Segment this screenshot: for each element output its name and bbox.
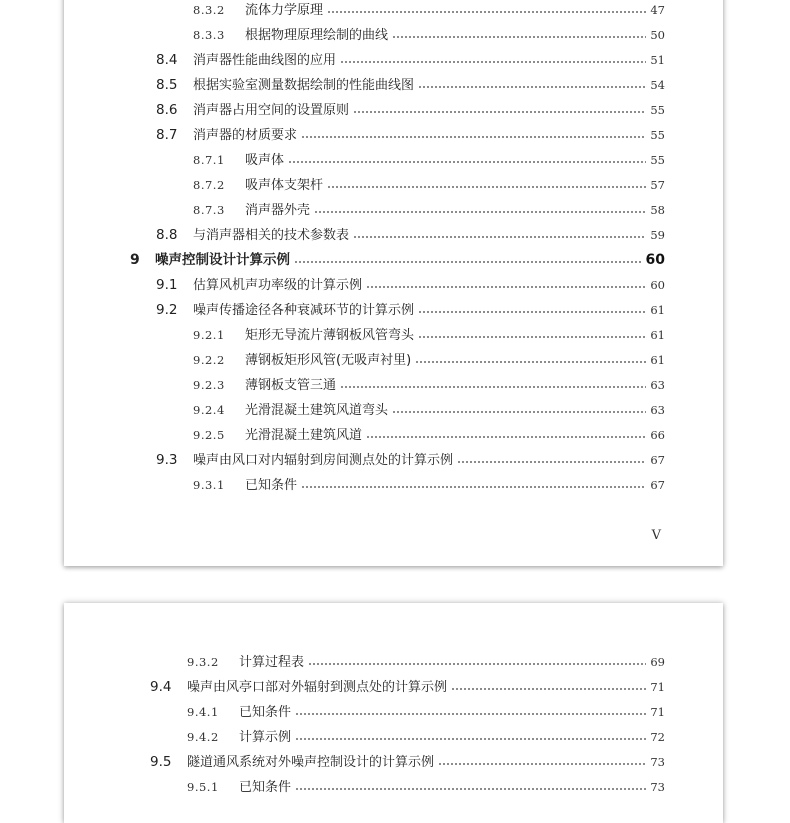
toc-entry-number: 9.3.1 <box>193 478 225 492</box>
toc-entry[interactable] <box>193 0 665 23</box>
toc-entry[interactable] <box>193 23 665 48</box>
toc-entry-title: 矩形无导流片薄钢板风管弯头 <box>245 328 415 343</box>
toc-dot-leader <box>295 738 646 740</box>
toc-entry-number: 8.3.3 <box>193 28 225 42</box>
toc-entry-title: 吸声体 <box>245 153 285 168</box>
toc-dot-leader <box>295 713 646 715</box>
page-folio: V <box>651 528 661 543</box>
toc-entry-page-number: 58 <box>650 203 665 217</box>
toc-dot-leader <box>294 261 642 263</box>
toc-entry-number: 8.5 <box>156 77 178 93</box>
toc-entry[interactable] <box>150 750 665 775</box>
toc-entry-number: 9.2.3 <box>193 378 225 392</box>
toc-dot-leader <box>301 136 646 138</box>
toc-entry-title: 根据物理原理绘制的曲线 <box>245 28 389 43</box>
toc-entry-title: 消声器外壳 <box>245 203 311 218</box>
toc-entry-number: 9.3.2 <box>187 655 219 669</box>
toc-entry-number: 9.4.1 <box>187 705 219 719</box>
toc-entry-title: 计算示例 <box>239 730 292 745</box>
toc-dot-leader <box>418 336 646 338</box>
toc-entry-page-number: 63 <box>650 403 665 417</box>
toc-dot-leader <box>295 788 646 790</box>
toc-entry[interactable] <box>156 273 665 298</box>
toc-entry-number: 8.7 <box>156 127 178 143</box>
toc-entry-page-number: 60 <box>645 252 665 268</box>
toc-entry-title: 隧道通风系统对外噪声控制设计的计算示例 <box>187 755 435 770</box>
toc-entry-title: 消声器的材质要求 <box>193 128 298 143</box>
toc-dot-leader <box>353 111 646 113</box>
toc-entry-page-number: 50 <box>650 28 665 42</box>
toc-entry-page-number: 71 <box>650 680 665 694</box>
toc-entry-title: 估算风机声功率级的计算示例 <box>193 278 363 293</box>
toc-entry-number: 8.6 <box>156 102 178 118</box>
toc-entry-page-number: 72 <box>650 730 665 744</box>
toc-dot-leader <box>353 236 646 238</box>
toc-entry-number: 9.2.5 <box>193 428 225 442</box>
toc-entry-number: 9.5 <box>150 754 172 770</box>
toc-entry-page-number: 47 <box>650 3 665 17</box>
toc-entry-number: 8.7.2 <box>193 178 225 192</box>
toc-entry[interactable] <box>187 700 665 725</box>
toc-entry[interactable] <box>193 373 665 398</box>
toc-entry-title: 流体力学原理 <box>245 3 324 18</box>
toc-entry[interactable] <box>193 148 665 173</box>
toc-dot-leader <box>288 161 646 163</box>
toc-entry-page-number: 61 <box>650 303 665 317</box>
toc-entry-title: 已知条件 <box>239 780 292 795</box>
toc-entry-title: 噪声传播途径各种衰减环节的计算示例 <box>193 303 415 318</box>
toc-entry-page-number: 67 <box>650 453 665 467</box>
toc-page-2 <box>64 603 723 823</box>
toc-entry-title: 薄钢板支管三通 <box>245 378 337 393</box>
toc-entry-title: 噪声由风亭口部对外辐射到测点处的计算示例 <box>187 680 448 695</box>
toc-entry[interactable] <box>193 348 665 373</box>
toc-dot-leader <box>392 36 646 38</box>
toc-entry-number: 8.3.2 <box>193 3 225 17</box>
toc-dot-leader <box>438 763 646 765</box>
toc-entry-page-number: 63 <box>650 378 665 392</box>
toc-entry-number: 8.7.1 <box>193 153 225 167</box>
toc-entry[interactable] <box>193 423 665 448</box>
toc-entry[interactable] <box>187 725 665 750</box>
toc-entry-title: 已知条件 <box>245 478 298 493</box>
toc-entry[interactable] <box>193 173 665 198</box>
toc-entry-number: 8.7.3 <box>193 203 225 217</box>
toc-entry-page-number: 71 <box>650 705 665 719</box>
toc-entry[interactable] <box>156 98 665 123</box>
toc-entry-page-number: 69 <box>650 655 665 669</box>
toc-entry-number: 9.4 <box>150 679 172 695</box>
toc-entry-page-number: 73 <box>650 755 665 769</box>
toc-entry-page-number: 55 <box>650 153 665 167</box>
toc-entry-title: 与消声器相关的技术参数表 <box>193 228 350 243</box>
toc-page-1 <box>64 0 723 566</box>
toc-entry[interactable] <box>193 198 665 223</box>
toc-entry[interactable] <box>156 48 665 73</box>
toc-entry[interactable] <box>193 398 665 423</box>
toc-entry-title: 根据实验室测量数据绘制的性能曲线图 <box>193 78 415 93</box>
toc-entry-page-number: 54 <box>650 78 665 92</box>
toc-entry[interactable] <box>156 298 665 323</box>
toc-dot-leader <box>392 411 646 413</box>
toc-entry-page-number: 61 <box>650 328 665 342</box>
toc-entry[interactable] <box>156 448 665 473</box>
toc-entry-title: 噪声由风口对内辐射到房间测点处的计算示例 <box>193 453 454 468</box>
toc-entry-title: 噪声控制设计计算示例 <box>155 252 290 268</box>
toc-entry[interactable] <box>156 73 665 98</box>
toc-dot-leader <box>418 311 646 313</box>
toc-entry-title: 吸声体支架杆 <box>245 178 324 193</box>
toc-entry[interactable] <box>156 123 665 148</box>
toc-entry-title: 计算过程表 <box>239 655 305 670</box>
toc-dot-leader <box>327 11 646 13</box>
toc-dot-leader <box>457 461 646 463</box>
toc-dot-leader <box>340 61 646 63</box>
toc-dot-leader <box>366 436 646 438</box>
toc-entry-title: 消声器占用空间的设置原则 <box>193 103 350 118</box>
toc-entry-number: 9.2.1 <box>193 328 225 342</box>
toc-dot-leader <box>314 211 646 213</box>
toc-dot-leader <box>415 361 646 363</box>
toc-entry-number: 9.4.2 <box>187 730 219 744</box>
toc-entry-page-number: 66 <box>650 428 665 442</box>
toc-entry[interactable] <box>156 223 665 248</box>
toc-dot-leader <box>308 663 646 665</box>
toc-entry-page-number: 55 <box>650 103 665 117</box>
toc-dot-leader <box>418 86 646 88</box>
toc-entry-number: 9.3 <box>156 452 178 468</box>
toc-entry-page-number: 55 <box>650 128 665 142</box>
toc-entry-page-number: 67 <box>650 478 665 492</box>
toc-dot-leader <box>451 688 646 690</box>
toc-entry-page-number: 60 <box>650 278 665 292</box>
toc-entry[interactable] <box>187 775 665 800</box>
toc-dot-leader <box>366 286 646 288</box>
toc-dot-leader <box>340 386 646 388</box>
toc-entry-number: 9.1 <box>156 277 178 293</box>
toc-entry-page-number: 61 <box>650 353 665 367</box>
toc-entry[interactable] <box>187 650 665 675</box>
toc-entry-page-number: 51 <box>650 53 665 67</box>
toc-entry-page-number: 57 <box>650 178 665 192</box>
toc-entry-number: 9.2.4 <box>193 403 225 417</box>
toc-entry-title: 已知条件 <box>239 705 292 720</box>
toc-entry-page-number: 73 <box>650 780 665 794</box>
toc-dot-leader <box>327 186 646 188</box>
toc-entry-title: 光滑混凝土建筑风道弯头 <box>245 403 389 418</box>
toc-entry[interactable] <box>193 473 665 498</box>
toc-entry[interactable] <box>130 248 665 273</box>
toc-entry[interactable] <box>193 323 665 348</box>
toc-entry-number: 9 <box>130 252 140 268</box>
toc-entry-title: 消声器性能曲线图的应用 <box>193 53 337 68</box>
toc-entry-title: 光滑混凝土建筑风道 <box>245 428 363 443</box>
toc-entry-number: 8.4 <box>156 52 178 68</box>
toc-entry-number: 8.8 <box>156 227 178 243</box>
toc-entry-page-number: 59 <box>650 228 665 242</box>
toc-dot-leader <box>301 486 646 488</box>
toc-entry-number: 9.5.1 <box>187 780 219 794</box>
toc-entry[interactable] <box>150 675 665 700</box>
toc-entry-title: 薄钢板矩形风管(无吸声衬里) <box>245 353 412 368</box>
toc-entry-number: 9.2 <box>156 302 178 318</box>
toc-entry-number: 9.2.2 <box>193 353 225 367</box>
